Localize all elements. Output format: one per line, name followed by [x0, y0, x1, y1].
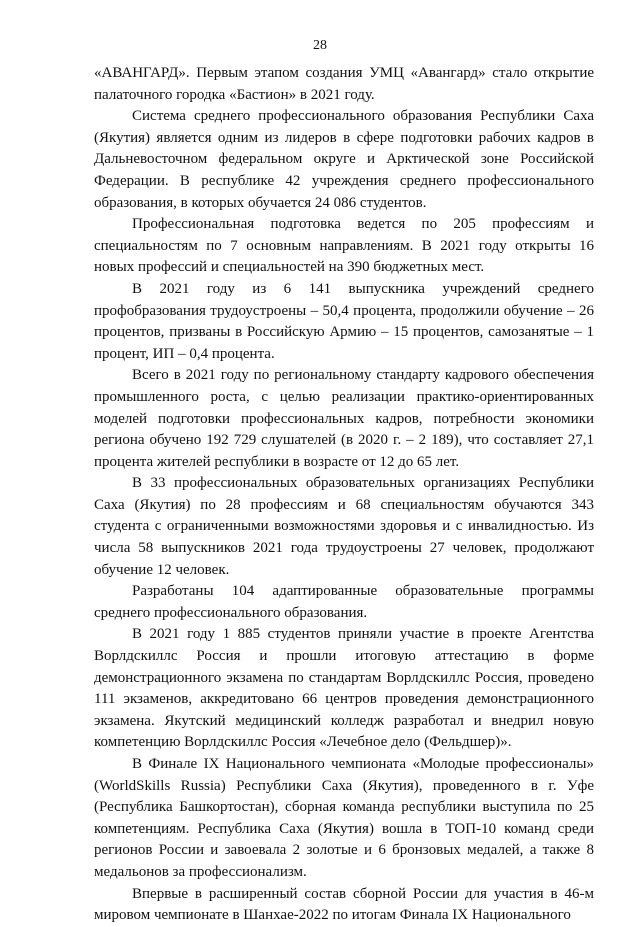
body-text — [94, 63, 594, 927]
page-number: 28 — [313, 38, 327, 53]
paragraph: В 2021 году из 6 141 выпускника учреждений среднего профобразования трудоустроены – 50,4 процента, продолжили обучение – 26 процентов, призваны в Российскую Армию – 15 процентов, самозанятые – 1 процент, ИП – 0,4 процента. — [94, 280, 594, 362]
paragraph: В 33 профессиональных образовательных организациях Республики Саха (Якутия) по 28 профессиям и 68 специальностям обучаются 343 студента с ограниченными возможностями здоровья и с инвалидностью. Из числа 58 выпускников 2021 года трудоустроены 27 человек, продолжают обучение 12 человек. — [94, 475, 594, 578]
paragraph: Всего в 2021 году по региональному стандарту кадрового обеспечения промышленного роста, с целью реализации практико-ориентированных моделей подготовки профессиональных кадров, потребности экономики региона обучено 192 729 слушателей (в 2020 г. – 2 189), что составляет 27,1 процента жителей республики в возрасте от 12 до 65 лет. — [94, 367, 594, 470]
paragraph: Впервые в расширенный состав сборной России для участия в 46-м мировом чемпионате в Шанхае-2022 по итогам Финала IX Национального — [94, 885, 594, 924]
paragraph: В 2021 году 1 885 студентов приняли участие в проекте Агентства Ворлдскиллс Россия и прошли итоговую аттестацию в форме демонстрационного экзамена по стандартам Ворлдскиллс Россия, проведено 111 экзаменов, аккредитовано 66 центров проведения демонстрационного экзамена. Якутский медицинский колледж разработал и внедрил новую компетенцию Ворлдскиллс Россия «Лечебное дело (Фельдшер)». — [94, 626, 594, 751]
paragraph: Профессиональная подготовка ведется по 205 профессиям и специальностям по 7 основным направлениям. В 2021 году открыты 16 новых профессий и специальностей на 390 бюджетных мест. — [94, 216, 594, 276]
paragraph: «АВАНГАРД». Первым этапом создания УМЦ «Авангард» стало открытие палаточного городка «Бастион» в 2021 году. — [94, 65, 594, 103]
paragraph: В Финале IX Национального чемпионата «Молодые профессионалы» (WorldSkills Russia) Республики Саха (Якутия), проведенного в г. Уфе (Республика Башкортостан), сборная команда республики выступила по 25 компетенциям. Республика Саха (Якутия) вошла в ТОП-10 команд среди регионов России и завоевала 2 золотые и 6 бронзовых медалей, а также 8 медальонов за профессионализм. — [94, 756, 594, 880]
paragraph: Разработаны 104 адаптированные образовательные программы среднего профессионального образования. — [94, 583, 594, 621]
paragraph: Система среднего профессионального образования Республики Саха (Якутия) является одним из лидеров в сфере подготовки рабочих кадров в Дальневосточном федеральном округе и Арктической зоне Российской Федерации. В республике 42 учреждения среднего профессионального образования, в которых обучается 24 086 студентов. — [94, 108, 594, 211]
